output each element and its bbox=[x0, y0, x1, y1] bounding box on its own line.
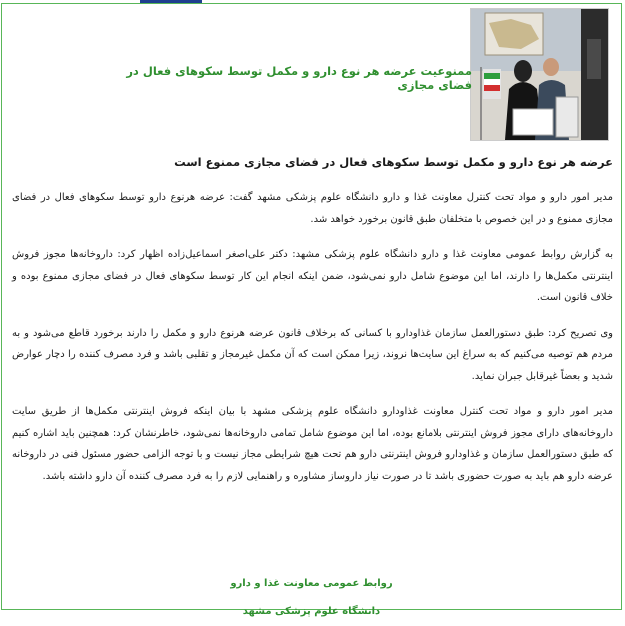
news-photo bbox=[470, 8, 609, 141]
footer-university: دانشگاه علوم پزشکی مشهد bbox=[242, 606, 381, 617]
article-subtitle: عرضه هر نوع دارو و مکمل توسط سکوهای فعال در فضای مجازی ممنوع است bbox=[174, 155, 613, 169]
office-scene-image bbox=[471, 9, 608, 140]
news-frame bbox=[1, 3, 622, 617]
paragraph-2: به گزارش روابط عمومی معاونت غذا و دارو دانشگاه علوم پزشکی مشهد: دکتر علی‌اصغر اسماعیل‌زاده اظهار کرد: داروخانه‌ها مجوز فروش اینترنتی مکمل‌ها را دارند، اما این موضوع شامل دارو نمی‌شود، ضمن اینکه انجام این کار توسط سکوهای فعال در فضای مجازی ممنوع بوده و خلاف قانون است. bbox=[12, 249, 613, 303]
news-headline[interactable]: ممنوعیت عرضه هر نوع دارو و مکمل توسط سکوهای فعال در فضای مجازی bbox=[126, 64, 472, 92]
paragraph-3: وی تصریح کرد: طبق دستورالعمل سازمان غذاودارو با کسانی که برخلاف قانون عرضه هرنوع دارو و مکمل را دارند برخورد قاطع می‌شود و به مردم هم توصیه می‌کنیم که به سراغ این سایت‌ها نروند، زیرا ممکن است که آن مکمل غیرمجاز و تقلبی باشد و فرد مصرف کننده را دچار عوارض شدید و بعضاً غیرقابل جبران نماید. bbox=[12, 327, 613, 382]
footer-department: روابط عمومی معاونت غذا و دارو bbox=[230, 578, 393, 589]
article-body bbox=[12, 155, 613, 501]
paragraph-4: مدیر امور دارو و مواد تحت کنترل معاونت غذاودارو دانشگاه علوم پزشکی مشهد با بیان اینکه فروش اینترنتی مکمل‌ها از طریق سایت داروخانه‌های دارای مجوز فروش اینترنتی بلامانع بوده، اما این موضوع شامل تمامی داروخانه‌ها نمی‌شود، خاطرنشان کرد: همچنین باید اشاره کنیم که طبق دستورالعمل سازمان و غذاودارو فروش اینترنتی دارو هم تحت هیچ شرایطی مجاز نیست و با توجه الزامی حضور مسئول فنی در داروخانه عرضه دارو هم باید به صورت حضوری باشد تا در صورت نیاز داروساز مشاوره و راهنمایی لازم را به فرد مصرف کننده آن دارو داشته باشد. bbox=[12, 406, 613, 482]
article-footer bbox=[2, 570, 621, 626]
paragraph-1: مدیر امور دارو و مواد تحت کنترل معاونت غذا و دارو دانشگاه علوم پزشکی مشهد گفت: عرضه هرنوع دارو توسط سکوهای فعال در فضای مجازی ممنوع و در این خصوص با متخلفان طبق قانون برخورد خواهد شد. bbox=[12, 192, 613, 225]
